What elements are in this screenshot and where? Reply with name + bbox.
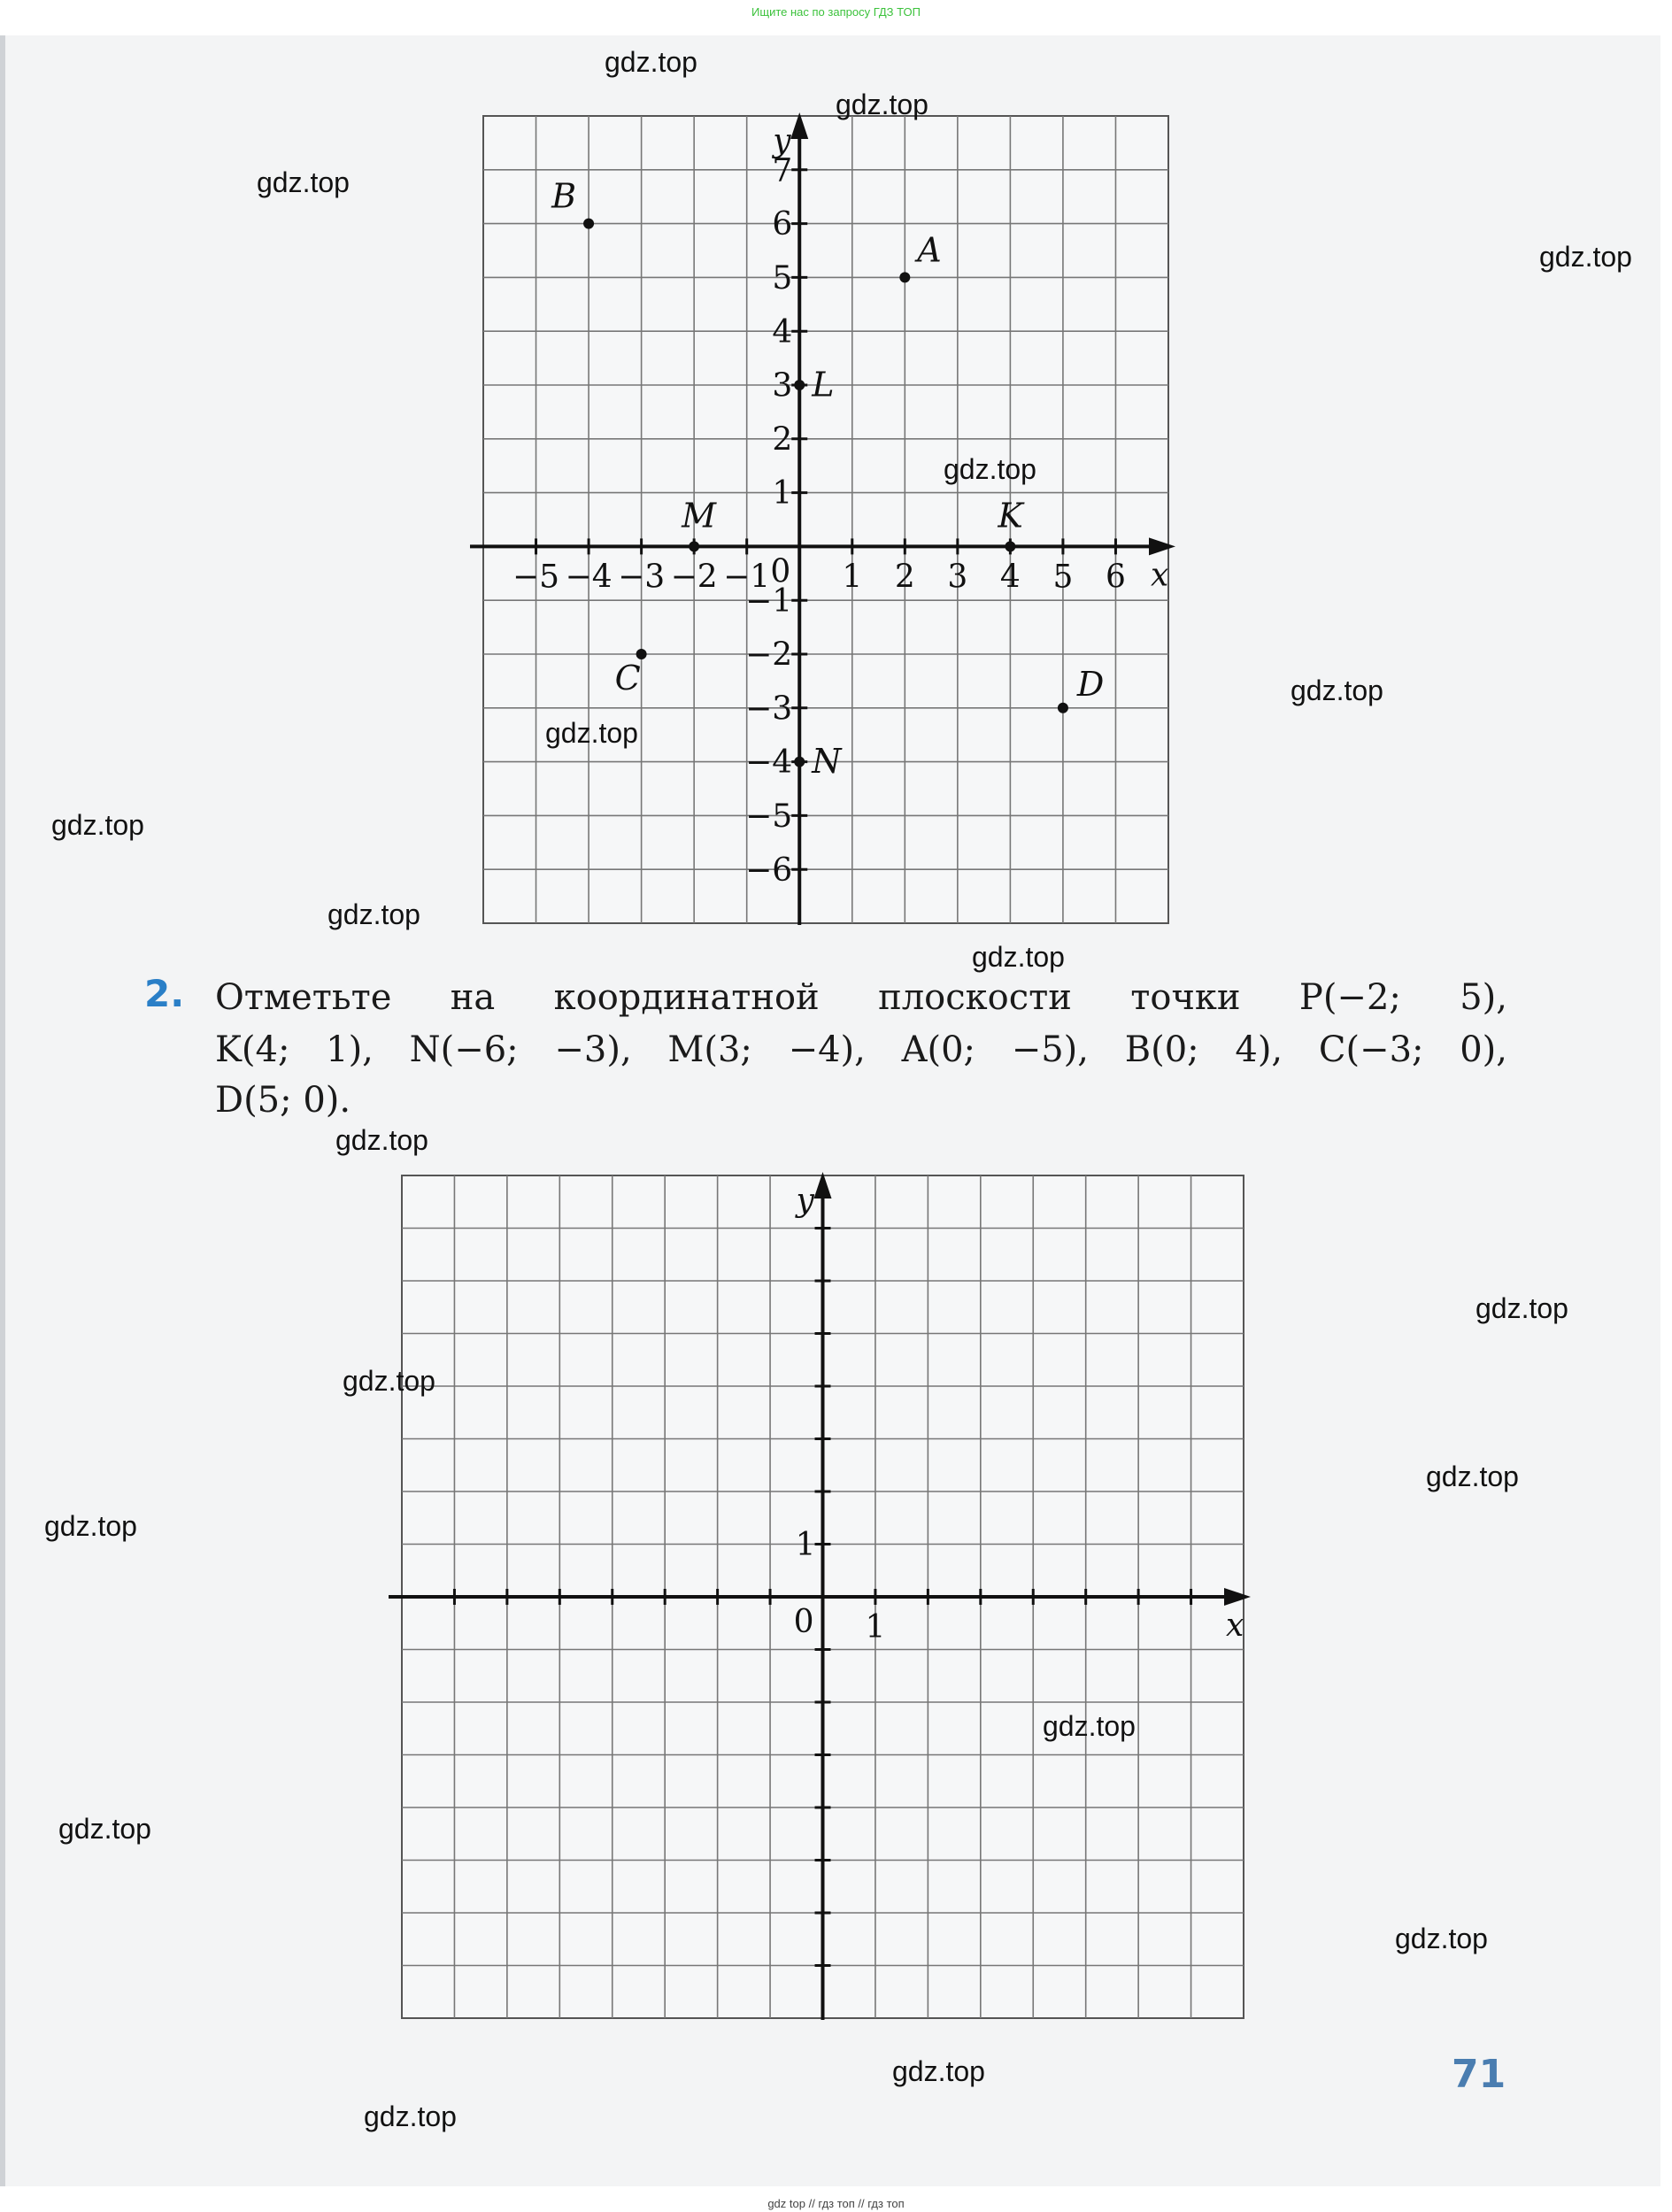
point-label-D: D: [1076, 664, 1105, 704]
x-axis-label: x: [1226, 1607, 1244, 1644]
point-label-N: N: [812, 742, 842, 782]
y-tick-label: 3: [772, 367, 793, 405]
task-text-line-2: K(4; 1), N(−6; −3), M(3; −4), A(0; −5), B(0; 4), C(−3; 0),: [215, 1029, 1507, 1070]
x-axis-label: x: [1151, 557, 1169, 594]
point-D: [1058, 703, 1068, 713]
y-tick-label: 5: [772, 260, 793, 297]
y-tick-label: 1: [795, 1527, 816, 1564]
x-tick-label: −2: [670, 559, 718, 596]
watermark: gdz.top: [605, 46, 697, 78]
origin-label: 0: [770, 553, 791, 590]
watermark: gdz.top: [1539, 241, 1632, 273]
y-axis-label: y: [773, 123, 791, 159]
y-tick-label: −3: [745, 690, 793, 728]
y-tick-label: 7: [772, 152, 793, 189]
watermark: gdz.top: [1426, 1461, 1519, 1492]
task-number: 2.: [144, 972, 185, 1015]
x-tick-label: 6: [1106, 559, 1126, 596]
x-tick-label: 1: [842, 559, 863, 596]
watermark: gdz.top: [51, 809, 144, 841]
x-tick-label: −3: [618, 559, 666, 596]
watermark: gdz.top: [364, 2100, 457, 2132]
point-label-M: M: [682, 496, 717, 536]
point-label-K: K: [998, 496, 1023, 536]
y-axis-label: y: [796, 1183, 814, 1219]
point-label-A: A: [917, 230, 942, 270]
coordinate-plane-1: [483, 116, 1168, 923]
y-tick-label: −6: [745, 852, 793, 889]
x-tick-label: 4: [999, 559, 1021, 596]
point-N: [794, 757, 805, 767]
point-label-L: L: [812, 365, 835, 405]
watermark: gdz.top: [545, 717, 638, 749]
y-tick-label: 1: [772, 475, 793, 513]
point-K: [1005, 541, 1015, 551]
watermark: gdz.top: [1291, 674, 1383, 706]
point-B: [583, 219, 594, 229]
watermark: gdz.top: [972, 941, 1065, 973]
point-M: [689, 541, 699, 551]
watermark: gdz.top: [257, 166, 350, 198]
footer-banner[interactable]: gdz top // гдз топ // гдз топ: [767, 2197, 905, 2210]
y-tick-label: −1: [745, 582, 793, 620]
x-tick-label: −4: [565, 559, 613, 596]
y-tick-label: 2: [772, 421, 793, 459]
point-A: [899, 272, 910, 282]
coordinate-plane-2: [402, 1175, 1244, 2018]
y-tick-label: 4: [772, 313, 793, 351]
watermark: gdz.top: [836, 89, 928, 120]
y-tick-label: −4: [745, 744, 793, 782]
watermark: gdz.top: [327, 898, 420, 930]
y-tick-label: −2: [745, 636, 793, 674]
point-label-B: B: [551, 176, 577, 216]
watermark: gdz.top: [335, 1124, 428, 1156]
grid-border: [483, 116, 1168, 923]
x-tick-label: 2: [894, 559, 915, 596]
page-number: 71: [1452, 2052, 1506, 2097]
watermark: gdz.top: [1476, 1292, 1568, 1324]
point-L: [794, 380, 805, 390]
x-tick-label: 5: [1052, 559, 1074, 596]
x-tick-label: 1: [865, 1609, 886, 1646]
watermark: gdz.top: [1395, 1923, 1488, 1954]
watermark: gdz.top: [58, 1813, 151, 1845]
y-tick-label: −5: [745, 798, 793, 835]
task-text-line-3: D(5; 0).: [215, 1080, 351, 1121]
task-text-line-1: Отметьте на координатной плоскости точки P(−2; 5),: [215, 977, 1507, 1018]
origin-label: 0: [793, 1604, 814, 1640]
header-banner[interactable]: Ищите нас по запросу ГДЗ ТОП: [751, 5, 921, 19]
watermark: gdz.top: [343, 1365, 435, 1397]
watermark: gdz.top: [1043, 1710, 1136, 1742]
point-label-C: C: [614, 659, 641, 698]
x-tick-label: −1: [723, 559, 771, 596]
watermark: gdz.top: [944, 453, 1036, 485]
watermark: gdz.top: [892, 2055, 985, 2087]
y-tick-label: 6: [772, 206, 793, 243]
x-tick-label: 3: [947, 559, 968, 596]
watermark: gdz.top: [44, 1510, 137, 1542]
x-tick-label: −5: [512, 559, 560, 596]
